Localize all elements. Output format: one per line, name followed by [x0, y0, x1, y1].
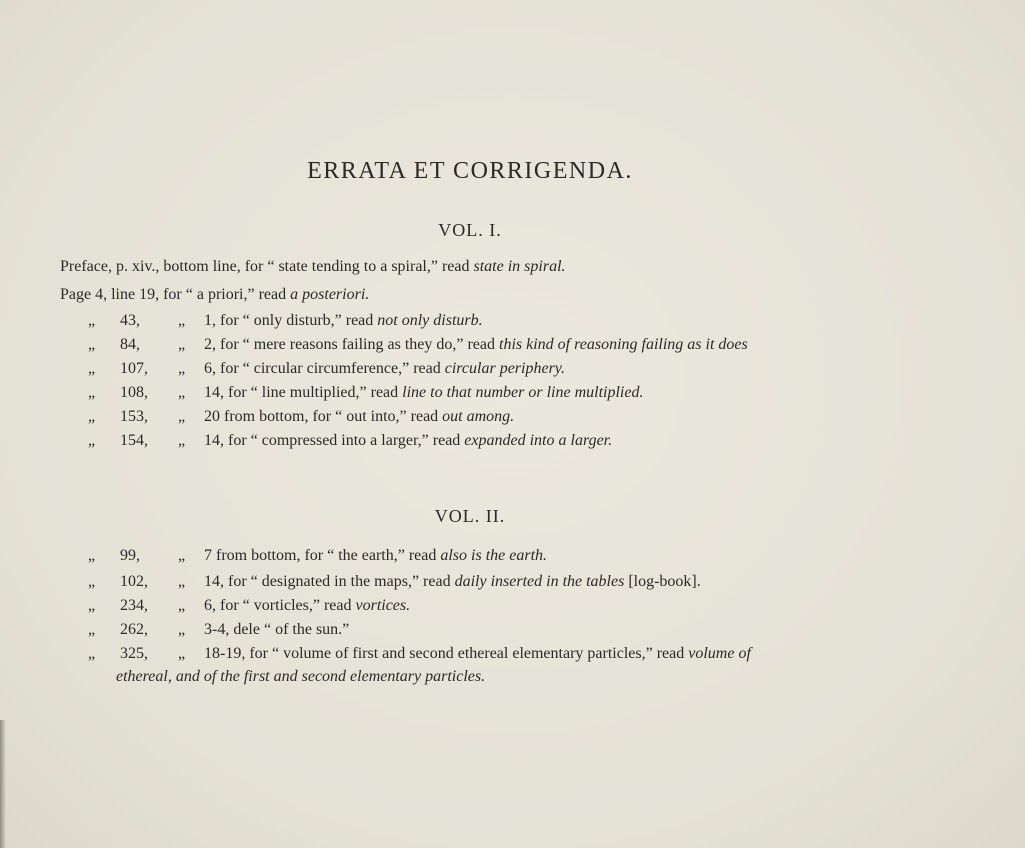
page-reference: 99,	[120, 547, 140, 564]
page-reference: 102,	[120, 573, 148, 590]
erratum-text: 14, for “ compressed into a larger,” read	[204, 432, 465, 449]
ditto-mark: „	[178, 360, 186, 377]
erratum-correction: out among.	[442, 408, 515, 425]
erratum-correction: line to that number or line multiplied.	[402, 384, 644, 401]
ditto-mark: „	[178, 336, 186, 353]
ditto-mark: „	[88, 597, 96, 614]
erratum-correction: not only disturb.	[377, 312, 483, 329]
erratum-correction: volume of	[688, 645, 751, 662]
erratum-text: 14, for “ designated in the maps,” read	[204, 573, 455, 590]
erratum-correction: circular periphery.	[444, 360, 566, 377]
erratum-suffix: [log-book].	[624, 573, 701, 590]
ditto-mark: „	[88, 621, 96, 638]
erratum-text: 20 from bottom, for “ out into,” read	[204, 408, 443, 425]
page-reference: 108,	[120, 384, 148, 401]
binding-shadow	[0, 720, 6, 848]
erratum-correction: ethereal, and of the first and second elementary particles.	[116, 668, 486, 685]
ditto-mark: „	[178, 597, 186, 614]
volume-1-heading: VOL. I.	[438, 220, 502, 240]
ditto-mark: „	[178, 547, 186, 564]
erratum-correction: also is the earth.	[440, 547, 548, 564]
ditto-mark: „	[88, 336, 96, 353]
erratum-correction: state in spiral.	[473, 258, 566, 275]
erratum-text: 14, for “ line multiplied,” read	[204, 384, 403, 401]
erratum-line	[88, 431, 612, 451]
erratum-text: 3-4, dele “ of the sun.”	[204, 621, 350, 638]
ditto-mark: „	[88, 312, 96, 329]
ditto-mark: „	[88, 547, 96, 564]
erratum-line	[60, 285, 369, 305]
ditto-mark: „	[178, 408, 186, 425]
ditto-mark: „	[88, 408, 96, 425]
erratum-line	[88, 644, 751, 664]
erratum-correction: daily inserted in the tables	[454, 573, 625, 590]
ditto-mark: „	[178, 645, 186, 662]
ditto-mark: „	[88, 573, 96, 590]
erratum-text: 2, for “ mere reasons failing as they do,” read	[204, 336, 499, 353]
volume-2-heading: VOL. II.	[434, 506, 506, 526]
ditto-mark: „	[178, 432, 186, 449]
erratum-correction: a posteriori.	[290, 286, 370, 303]
erratum-text: 1, for “ only disturb,” read	[204, 312, 378, 329]
page-reference: 43,	[120, 312, 140, 329]
ditto-mark: „	[88, 645, 96, 662]
erratum-line	[88, 335, 748, 355]
ditto-mark: „	[178, 621, 186, 638]
ditto-mark: „	[88, 432, 96, 449]
erratum-line-continued	[116, 667, 485, 687]
page-reference: 107,	[120, 360, 148, 377]
erratum-line	[88, 407, 514, 427]
erratum-text: 6, for “ circular circumference,” read	[204, 360, 445, 377]
erratum-text: 6, for “ vorticles,” read	[204, 597, 356, 614]
page-reference: 84,	[120, 336, 140, 353]
page-reference: 262,	[120, 621, 148, 638]
erratum-line	[88, 359, 565, 379]
erratum-line	[88, 620, 349, 640]
ditto-mark: „	[88, 360, 96, 377]
ditto-mark: „	[88, 384, 96, 401]
ditto-mark: „	[178, 573, 186, 590]
erratum-line	[60, 257, 566, 277]
page-reference: 154,	[120, 432, 148, 449]
erratum-line	[88, 546, 547, 566]
ditto-mark: „	[178, 312, 186, 329]
erratum-correction: vortices.	[355, 597, 411, 614]
erratum-line	[88, 572, 701, 592]
erratum-text: Preface, p. xiv., bottom line, for “ state tending to a spiral,” read	[60, 258, 474, 275]
page-title: ERRATA ET CORRIGENDA.	[307, 158, 633, 184]
erratum-line	[88, 596, 410, 616]
ditto-mark: „	[178, 384, 186, 401]
erratum-line	[88, 383, 643, 403]
page-reference: 325,	[120, 645, 148, 662]
erratum-text: Page 4, line 19, for “ a priori,” read	[60, 286, 291, 303]
erratum-text: 18-19, for “ volume of first and second ethereal elementary particles,” read	[204, 645, 689, 662]
erratum-text: 7 from bottom, for “ the earth,” read	[204, 547, 441, 564]
page-reference: 153,	[120, 408, 148, 425]
page-reference: 234,	[120, 597, 148, 614]
erratum-correction: expanded into a larger.	[464, 432, 613, 449]
erratum-correction: this kind of reasoning failing as it does	[499, 336, 748, 353]
erratum-line	[88, 311, 483, 331]
